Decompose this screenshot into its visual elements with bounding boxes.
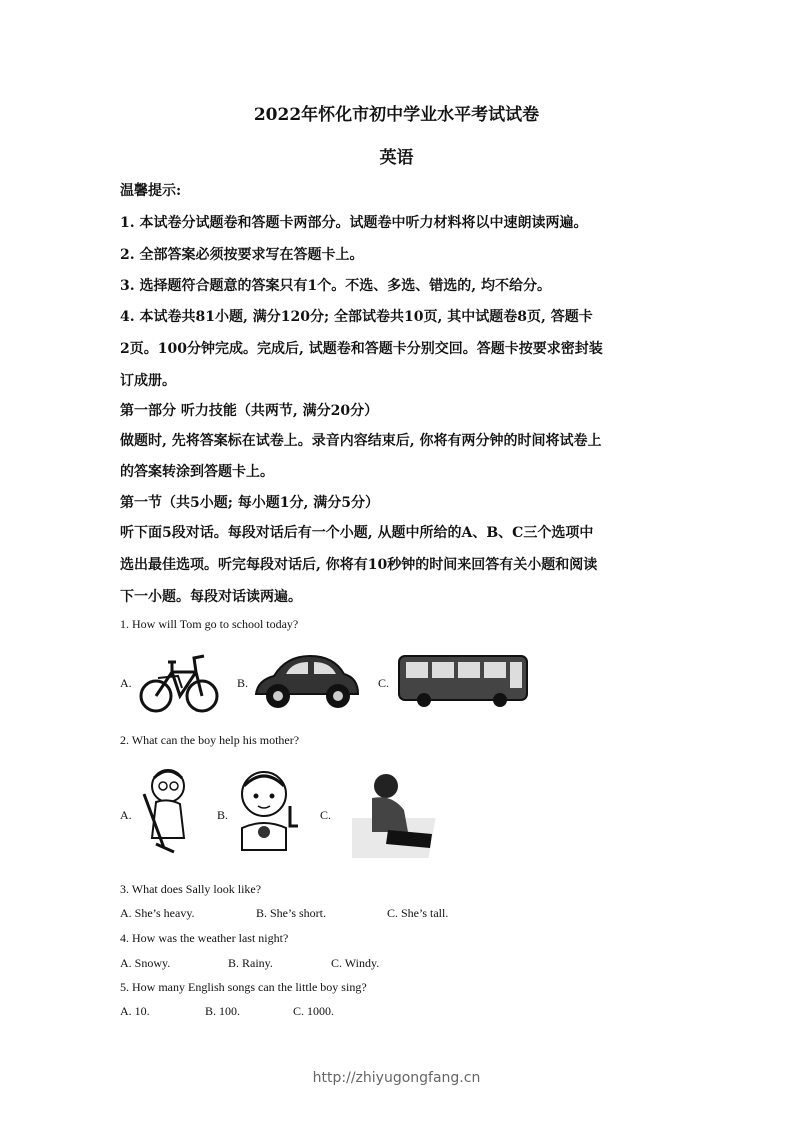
question-4: 4. How was the weather last night?: [120, 931, 289, 945]
section1-desc: 听下面5段对话。每段对话后有一个小题, 从题中所给的A、B、C三个选项中: [120, 525, 594, 541]
part1-desc: 的答案转涂到答题卡上。: [120, 464, 274, 480]
instruction-line: 3. 选择题符合题意的答案只有1个。不选、多选、错选的, 均不给分。: [120, 278, 551, 294]
instructions-heading: 温馨提示:: [120, 183, 182, 199]
question-2: 2. What can the boy help his mother?: [120, 733, 300, 747]
question-1: 1. How will Tom go to school today?: [120, 617, 299, 631]
part1-desc: 做题时, 先将答案标在试卷上。录音内容结束后, 你将有两分钟的时间将试卷上: [120, 433, 602, 449]
instruction-line: 1. 本试卷分试题卷和答题卡两部分。试题卷中听力材料将以中速朗读两遍。: [120, 215, 588, 231]
section1-desc: 选出最佳选项。听完每段对话后, 你将有10秒钟的时间来回答有关小题和阅读: [120, 557, 598, 573]
bicycle-icon: [138, 648, 220, 720]
option-b: B. She’s short.: [256, 906, 327, 920]
option-a: A. 10.: [120, 1004, 150, 1018]
option-a-label: A.: [120, 676, 132, 690]
subject-title: 英语: [379, 148, 414, 168]
option-c-label: C.: [320, 808, 332, 822]
option-b: B. 100.: [205, 1004, 241, 1018]
section1-heading: 第一节（共5小题; 每小题1分, 满分5分）: [120, 495, 380, 511]
option-c-label: C.: [378, 676, 390, 690]
instruction-line: 2页。100分钟完成。完成后, 试题卷和答题卡分别交回。答题卡按要求密封装: [120, 341, 603, 357]
footer-url[interactable]: http://zhiyugongfang.cn: [312, 1070, 481, 1086]
section1-desc: 下一小题。每段对话读两遍。: [120, 589, 302, 605]
option-b-label: B.: [237, 676, 249, 690]
question-5: 5. How many English songs can the little boy sing?: [120, 980, 367, 994]
question-3: 3. What does Sally look like?: [120, 882, 262, 896]
instruction-line: 4. 本试卷共81小题, 满分120分; 全部试卷共10页, 其中试题卷8页, 答题卡: [120, 309, 593, 325]
washing-boy-icon: [234, 766, 304, 856]
bus-icon: [396, 652, 530, 712]
part1-heading: 第一部分 听力技能（共两节, 满分20分）: [120, 403, 379, 419]
sweeping-boy-icon: [134, 764, 200, 858]
car-icon: [252, 650, 362, 716]
option-c: C. She’s tall.: [387, 906, 449, 920]
option-c: C. 1000.: [293, 1004, 335, 1018]
instruction-line: 2. 全部答案必须按要求写在答题卡上。: [120, 247, 364, 263]
exam-title: 2022年怀化市初中学业水平考试试卷: [253, 105, 540, 125]
option-a: A. Snowy.: [120, 956, 171, 970]
instruction-line: 订成册。: [120, 373, 176, 389]
option-a: A. She’s heavy.: [120, 906, 195, 920]
option-c: C. Windy.: [331, 956, 380, 970]
option-b: B. Rainy.: [228, 956, 273, 970]
cleaning-boy-icon: [352, 770, 448, 868]
option-a-label: A.: [120, 808, 132, 822]
option-b-label: B.: [217, 808, 229, 822]
